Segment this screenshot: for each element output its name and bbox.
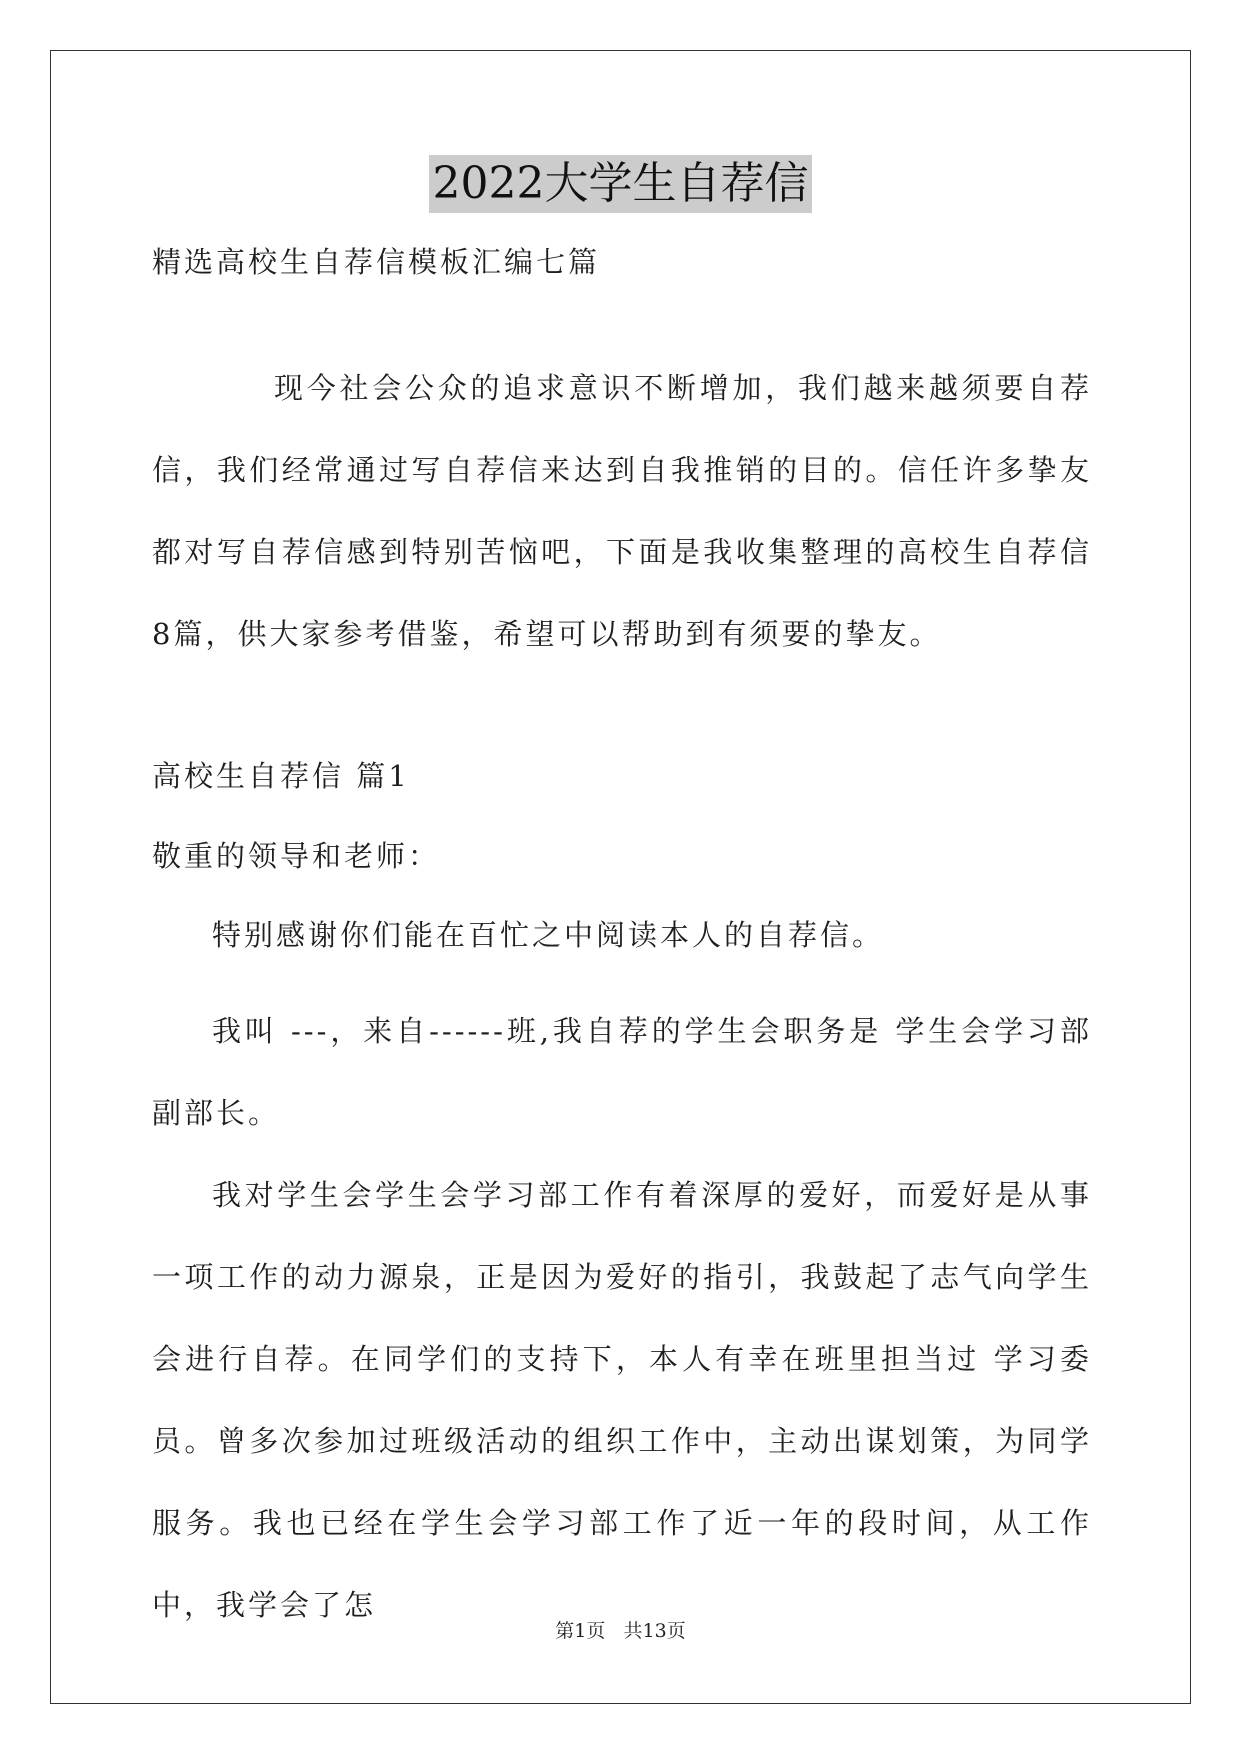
title-container xyxy=(0,155,1241,213)
page-footer xyxy=(0,1616,1241,1643)
intro-paragraph: 现今社会公众的追求意识不断增加，我们越来越须要自荐信，我们经常通过写自荐信来达到自我推销的目的。信任许多挚友都对写自荐信感到特别苦恼吧，下面是我收集整理的高校生自荐信8篇，供大家参考借鉴，希望可以帮助到有须要的挚友。 xyxy=(152,371,1092,651)
section-heading: 高校生自荐信 篇1 xyxy=(152,759,410,793)
body-paragraph-thanks: 特别感谢你们能在百忙之中阅读本人的自荐信。 xyxy=(212,918,885,952)
body-paragraph-self-intro: 我叫 ---，来自------班,我自荐的学生会职务是 学生会学习部副部长。 xyxy=(152,1014,1092,1130)
body-paragraph-experience: 我对学生会学生会学习部工作有着深厚的爱好，而爱好是从事一项工作的动力源泉，正是因为爱好的指引，我鼓起了志气向学生会进行自荐。在同学们的支持下，本人有幸在班里担当过 学习委员。曾多次参加过班级活动的组织工作中，主动出谋划策，为同学服务。我也已经在学生会学习部工作了近一年的段时间，从工作中，我学会了怎 xyxy=(152,1178,1092,1622)
page-total: 共13页 xyxy=(623,1620,686,1642)
document-title: 2022大学生自荐信 xyxy=(429,155,813,213)
document-subtitle: 精选高校生自荐信模板汇编七篇 xyxy=(152,245,601,279)
salutation: 敬重的领导和老师： xyxy=(152,839,441,873)
page-number: 第1页 xyxy=(555,1620,606,1642)
